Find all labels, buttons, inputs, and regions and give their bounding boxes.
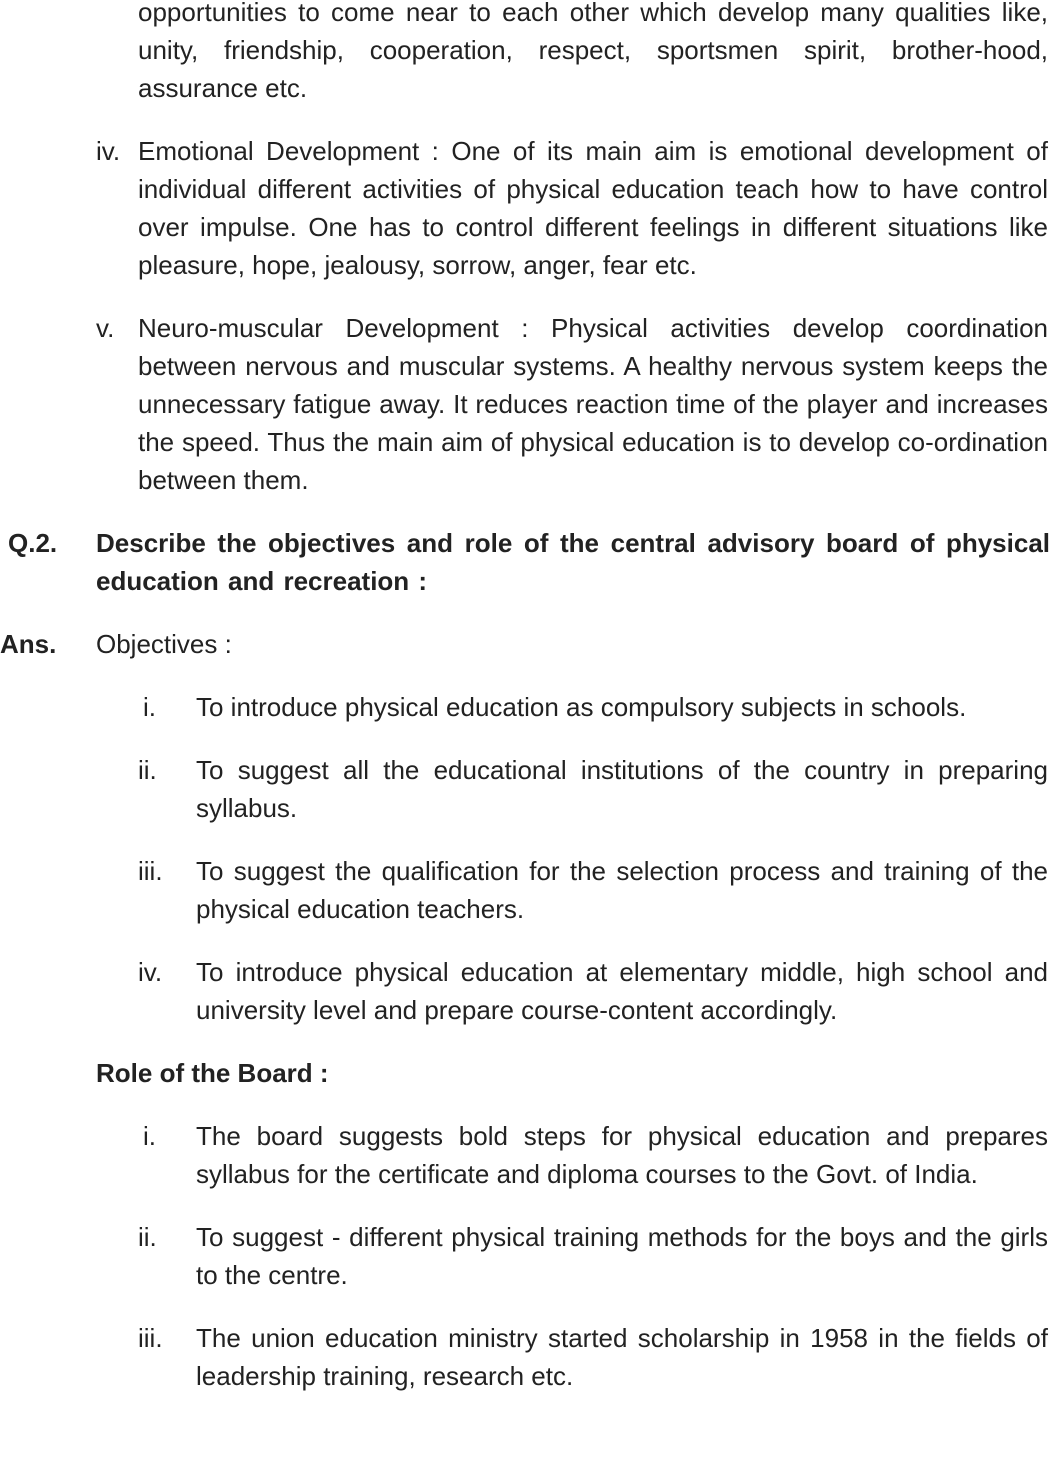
answer-label: Ans. <box>0 629 57 659</box>
role-number: ii. <box>138 1222 157 1252</box>
objective-text: To suggest the qualification for the selection process and training of the physical education teachers. <box>196 856 1048 924</box>
objective-item <box>138 953 1048 1029</box>
role-text: The board suggests bold steps for physical education and prepares syllabus for the certificate and diploma courses to the Govt. of India. <box>196 1121 1048 1189</box>
objective-number: i. <box>143 692 156 722</box>
aim-item <box>96 309 1048 499</box>
objective-number: iv. <box>138 957 163 987</box>
objective-item <box>138 751 1048 827</box>
aim-number: iv. <box>96 136 121 166</box>
aim-text: Neuro-muscular Development : Physical activities develop coordination between nervous and muscular systems. A healthy nervous system keeps the unnecessary fatigue away. It reduces reaction time of the player and increases the speed. Thus the main aim of physical education is to develop co-ordination between them. <box>138 313 1048 495</box>
answer-block <box>0 625 1050 663</box>
role-number: iii. <box>138 1323 163 1353</box>
intro-continuation: opportunities to come near to each other which develop many qualities like, unity, friendship, cooperation, respect, sportsmen spirit, brother-hood, assurance etc. <box>138 0 1048 103</box>
objectives-heading: Objectives : <box>96 629 232 659</box>
objective-text: To suggest all the educational institutions of the country in preparing syllabus. <box>196 755 1048 823</box>
role-item <box>138 1117 1048 1193</box>
role-item <box>138 1319 1048 1395</box>
objective-text: To introduce physical education as compulsory subjects in schools. <box>196 692 967 722</box>
role-text: To suggest - different physical training methods for the boys and the girls to the centre. <box>196 1222 1048 1290</box>
aim-number: v. <box>96 313 115 343</box>
objective-number: iii. <box>138 856 163 886</box>
role-heading: Role of the Board : <box>96 1058 329 1088</box>
objective-text: To introduce physical education at elementary middle, high school and university level and prepare course-content accordingly. <box>196 957 1048 1025</box>
aim-item <box>96 132 1048 284</box>
question-label: Q.2. <box>8 528 58 558</box>
role-item <box>138 1218 1048 1294</box>
role-text: The union education ministry started scholarship in 1958 in the fields of leadership training, research etc. <box>196 1323 1048 1391</box>
question-text: Describe the objectives and role of the central advisory board of physical education and recreation : <box>96 528 1050 596</box>
question-block <box>0 524 1050 600</box>
objective-item <box>138 852 1048 928</box>
objective-item <box>138 688 1048 726</box>
role-number: i. <box>143 1121 156 1151</box>
aim-text: Emotional Development : One of its main aim is emotional development of individual different activities of physical education teach how to have control over impulse. One has to control different feelings in different situations like pleasure, hope, jealousy, sorrow, anger, fear etc. <box>138 136 1048 280</box>
objective-number: ii. <box>138 755 157 785</box>
